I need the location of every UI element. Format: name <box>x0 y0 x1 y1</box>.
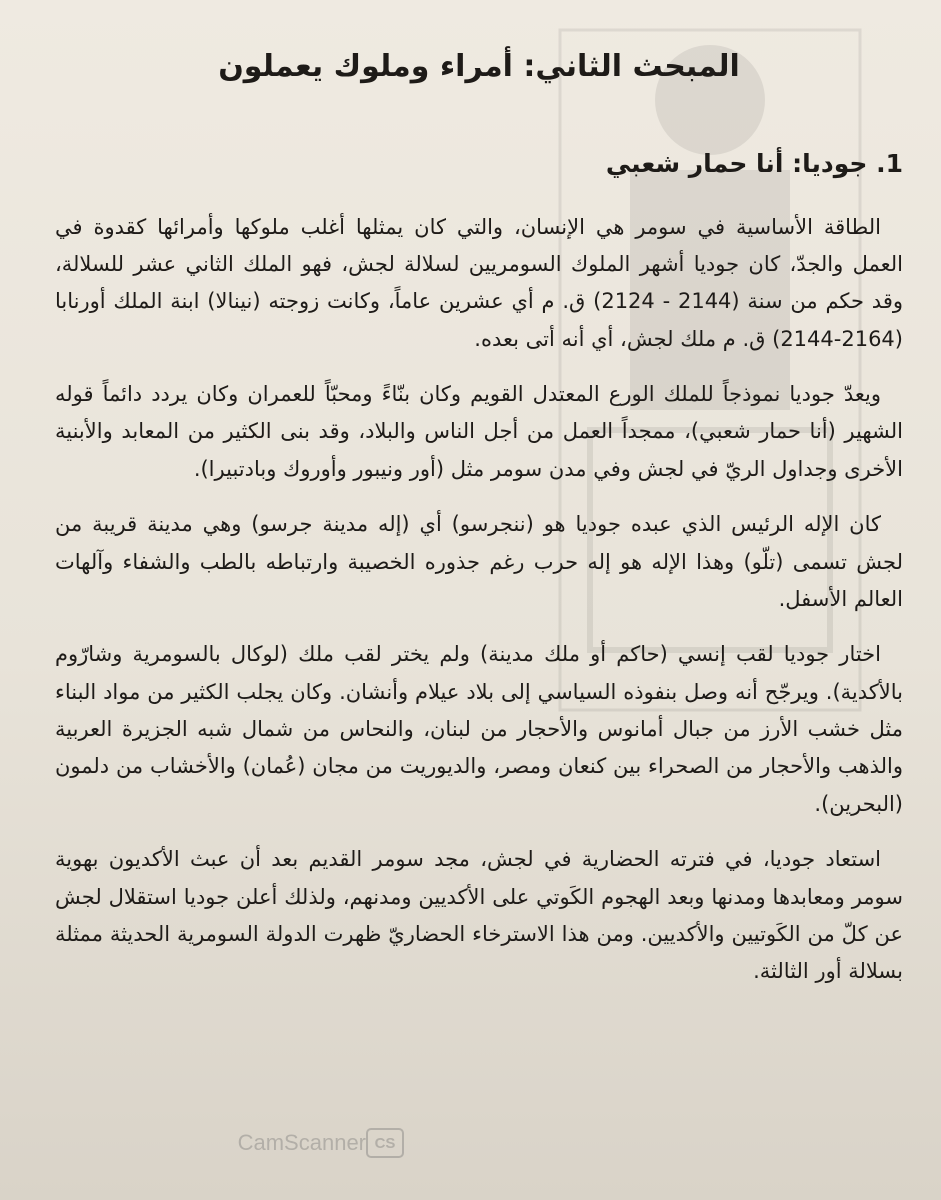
paragraph-4: اختار جوديا لقب إنسي (حاكم أو ملك مدينة) ولم يختر لقب ملك (لوكال بالسومرية وشارّوم بالأكدية). ويرجّح أنه وصل بنفوذه السياسي إلى بلاد عيلام وأنشان. وكان يجلب الكثير من مواد البناء مثل خشب الأرز من جبال أمانوس والأحجار من لبنان، والنحاس من شمال شبه الجزيرة العربية والذهب والأحجار من الصحراء بين كنعان ومصر، والديوريت من مجان (عُمان) والأخشاب من دلمون (البحرين). <box>55 642 903 816</box>
paragraph-1: الطاقة الأساسية في سومر هي الإنسان، والتي كان يمثلها أغلب ملوكها وأمرائها كقدوة في العمل والجدّ، كان جوديا أشهر الملوك السومريين لسلالة لجش، فهو الملك الثاني عشر للسلالة، وقد حكم من سنة (2144 - 2124) ق. م أي عشرين عاماً، وكانت زوجته (نينالا) ابنة الملك أورنابا (2164-2144) ق. م ملك لجش، أي أنه أتى بعده. <box>55 214 903 351</box>
paragraph-2: ويعدّ جوديا نموذجاً للملك الورع المعتدل القويم وكان بنّاءً ومحبّاً للعمران وكان يردد دائماً قوله الشهير (أنا حمار شعبي)، ممجداً العمل من أجل الناس والبلاد، وقد بنى الكثير من المعابد والأبنية الأخرى وجداول الريّ في لجش وفي مدن سومر مثل (أور ونيبور وأوروك وبادتبيرا). <box>55 382 903 481</box>
page-content <box>55 46 903 1009</box>
paragraph-3: كان الإله الرئيس الذي عبده جوديا هو (ننجرسو) أي (إله مدينة جرسو) وهي مدينة قريبة من لجش تسمى (تلّو) وهذا الإله هو إله حرب رغم جذوره الخصيبة وارتباطه بالطب والشفاء وآلهات العالم الأسفل. <box>55 512 903 611</box>
chapter-heading: المبحث الثاني: أمراء وملوك يعملون <box>218 49 740 84</box>
section-title: 1. جوديا: أنا حمار شعبي <box>605 149 903 178</box>
paragraph-5: استعاد جوديا، في فترته الحضارية في لجش، مجد سومر القديم بعد أن عبث الأكديون بهوية سومر ومعابدها ومدنها وبعد الهجوم الكَوتي على الأكديين ومدنهم، ولذلك أعلن جوديا استقلال لجش عن كلّ من الكَوتيين والأكديين. ومن هذا الاسترخاء الحضاريّ ظهرت الدولة السومرية الحديثة ممثلة بسلالة أور الثالثة. <box>55 847 903 984</box>
camscanner-logo-icon: CS <box>366 1128 404 1158</box>
watermark-text: CamScanner <box>237 1130 366 1155</box>
scanner-watermark <box>44 1128 404 1158</box>
